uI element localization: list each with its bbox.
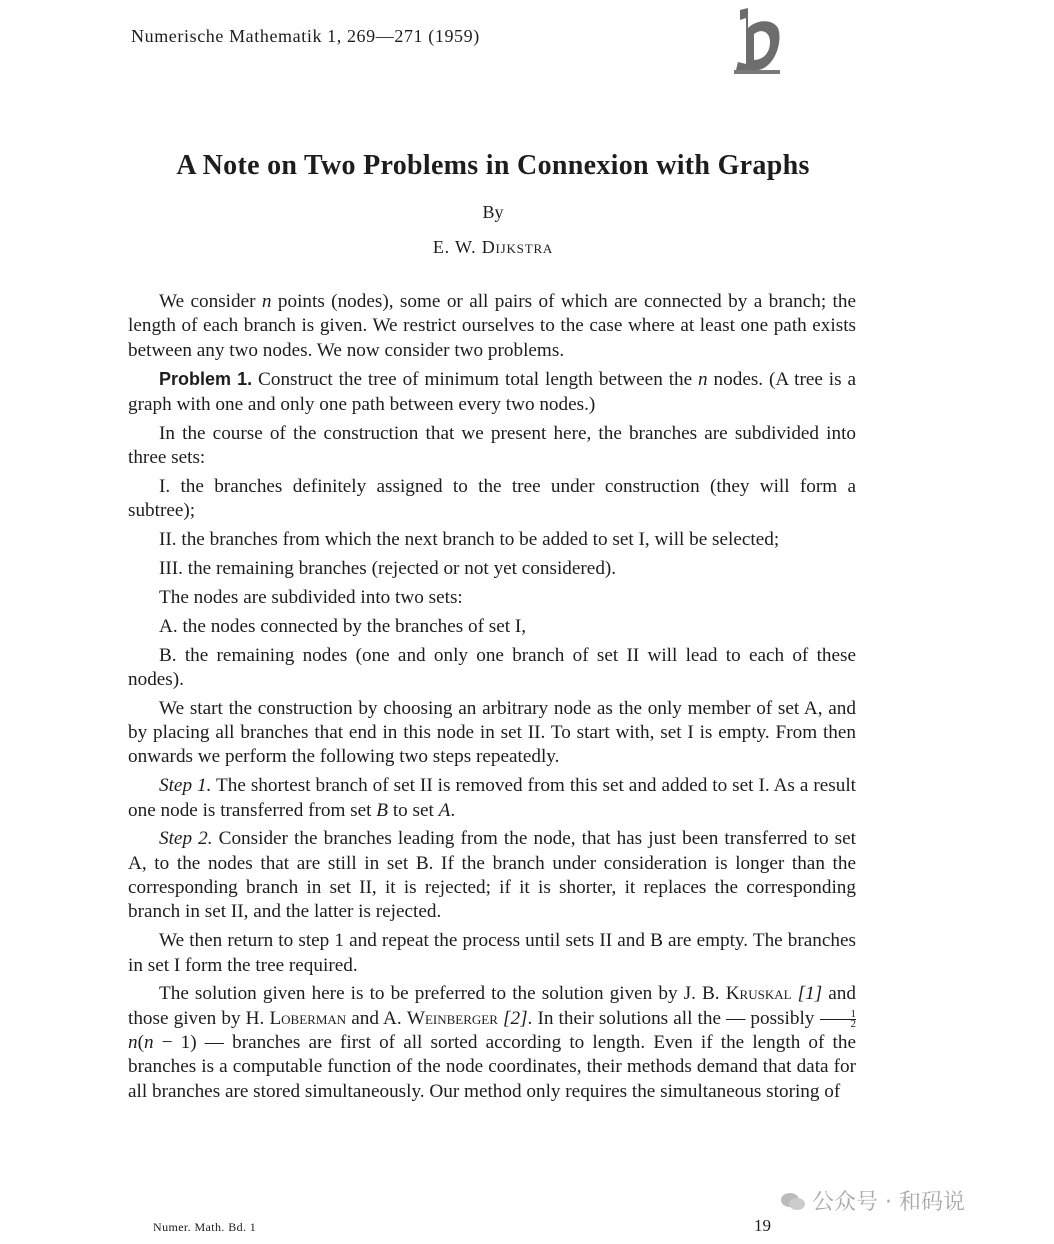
citation-ref: [2] (497, 1007, 528, 1029)
set-item: III. the remaining branches (rejected or not yet considered). (159, 557, 617, 579)
page-number: 19 (754, 1216, 771, 1235)
paragraph: We start the construction by choosing an arbitrary node as the only member of set A, and by placing all branches that end in this node in set II. To start with, set I is empty. From then onwards we perform the following two steps repeatedly. (128, 697, 856, 768)
set-item: I. the branches definitely assigned to the tree under construction (they will form a subtree); (128, 475, 856, 522)
set-item: A. the nodes connected by the branches of set I, (159, 615, 527, 637)
publisher-logo (734, 8, 782, 74)
problem-statement: Problem 1. Construct the tree of minimum total length between the n nodes. (A tree is a graph with one and only one path between every two nodes.) (128, 369, 856, 415)
set-item: B. the remaining nodes (one and only one branch of set II will lead to each of these nodes). (128, 644, 856, 690)
fraction: $\frac{1}{2}$ (820, 1010, 857, 1029)
watermark: 公众号 · 和码说 (780, 1185, 965, 1216)
step-label: Step 1. (159, 775, 212, 797)
paragraph: We then return to step 1 and repeat the process until sets II and B are empty. The branches in set I form the tree required. (128, 930, 856, 976)
step-2: Step 2. Consider the branches leading from the node, that has just been transferred to set A, to the nodes that are still in set B. If the branch under consideration is longer than the corresponding branch in set II, it is rejected; if it is shorter, it replaces the corresponding branch in set II, and the latter is rejected. (128, 828, 856, 923)
paragraph: We consider n points (nodes), some or all pairs of which are connected by a branch; the length of each branch is given. We restrict ourselves to the case where at least one path exists between any two nodes. We now consider two problems. (128, 291, 856, 361)
paragraph: The solution given here is to be preferred to the solution given by J. B. Kruskal [1] and those given by H. Loberman and A. Weinberger [2]. In their solutions all the — possibly $\frac{1}{2}$ n(n − 1) — branches are first of all sorted according to length. Even if the length of the branches is a computable function of the node coordinates, their methods demand that data for all branches are stored simultaneously. Our method only requires the simultaneous storing of (128, 983, 856, 1102)
citation-ref: [1] (791, 983, 823, 1005)
paragraph: In the course of the construction that we present here, the branches are subdivided into three sets: (128, 422, 856, 468)
wechat-icon (780, 1192, 806, 1212)
step-1: Step 1. The shortest branch of set II is removed from this set and added to set I. As a result one node is transferred from set B to set A. (128, 775, 856, 821)
byline: By (482, 202, 504, 222)
author-name: E. W. Dijkstra (432, 237, 554, 257)
footer-journal-ref: Numer. Math. Bd. 1 (153, 1220, 257, 1234)
step-label: Step 2. (159, 828, 213, 850)
problem-label: Problem 1. (159, 369, 253, 390)
paragraph: The nodes are subdivided into two sets: (159, 586, 463, 608)
paper-title: A Note on Two Problems in Connexion with Graphs (176, 150, 810, 181)
paper-body (128, 290, 856, 1109)
journal-citation: Numerische Mathematik 1, 269—271 (1959) (131, 26, 480, 46)
set-item: II. the branches from which the next branch to be added to set I, will be selected; (159, 529, 780, 551)
